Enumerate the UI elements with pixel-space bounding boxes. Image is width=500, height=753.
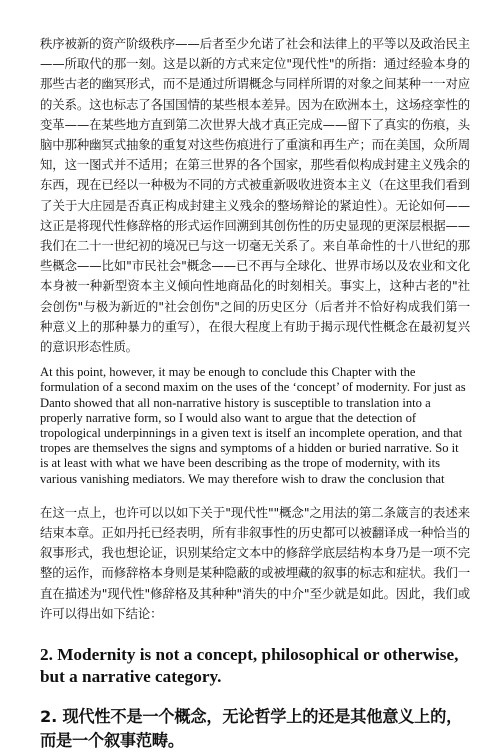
maxim-heading-english: 2. Modernity is not a concept, philosophical or otherwise, but a narrative category. <box>40 645 459 687</box>
maxim-heading-chinese: 2. 现代性不是一个概念，无论哲学上的还是其他意义上的，而是一个叙事范畴。 <box>40 707 463 751</box>
document-page <box>40 34 470 753</box>
chinese-paragraph-translation: 在这一点上，也许可以以如下关于"现代性""概念"之用法的第二条箴言的表述来结束本章。正如丹托已经表明，所有非叙事性的历史都可以被翻译成一种恰当的叙事形式，我也想论证，识别某给定文本中的修辞学底层结构本身乃是一项不完整的运作，而修辞格本身则是某种隐蔽的或被埋藏的叙事的标志和症状。我们一直在描述为"现代性"修辞格及其种种"消失的中介"至少就是如此。因此，我们或许可以得出如下结论： <box>40 504 470 621</box>
chinese-paragraph-continued: 秩序被新的资产阶级秩序——后者至少允诺了社会和法律上的平等以及政治民主——所取代的那一刻。这是以新的方式来定位"现代性"的所指：通过经验本身的那些古老的幽冥形式，而不是通过所谓概念与同样所谓的对象之间某种一一对应的关系。这也标志了各国国情的某些根本差异。因为在欧洲本土，这场痉挛性的变革——在某些地方直到第二次世界大战才真正完成——留下了真实的伤痕，头脑中那种幽冥式抽象的重复对这些伤痕进行了重演和再生产；而在美国，众所周知，这一图式并不适用；在第三世界的各个国家，那些看似构成封建主义残余的东西，现在已经以一种极为不同的方式被重新吸收进资本主义（在这里我们看到了关于大庄园是否真正构成封建主义残余的整场辩论的紧迫性）。无论如何——这正是将现代性修辞格的形式运作回溯到其创伤性的历史显现的更深层根据——我们在二十一世纪初的境况已与这一切毫无关系了。来自革命性的十八世纪的那些概念——比如"市民社会"概念——已不再与全球化、世界市场以及农业和文化本身被一种新型资本主义倾向性地商品化的时刻相关。事实上，这种古老的"社会创伤"与极为新近的"社会创伤"之间的历史区分（后者并不恰好构成我们第一种意义上的那种暴力的重写），在很大程度上有助于揭示现代性概念在最初复兴的意识形态性质。 <box>40 36 470 355</box>
english-paragraph: At this point, however, it may be enough to conclude this Chapter with the formulation of a second maxim on the uses of the ‘concept’ of modernity. For just as Danto showed that all non-narrative history is susceptible to translation into a properly narrative form, so I would also want to argue that the detection of tropological underpinnings in a given text is itself an incomplete operation, and that tropes are themselves the signs and symptoms of a hidden or buried narrative. So it is at least with what we have been describing as the trope of modernity, with its various vanishing mediators. We may therefore wish to draw the conclusion that <box>40 365 466 486</box>
